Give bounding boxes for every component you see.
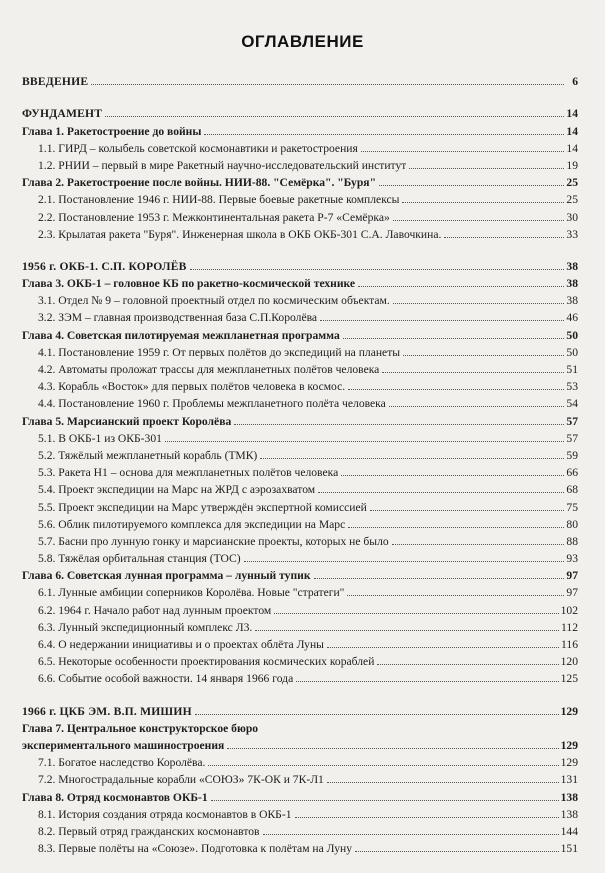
toc-entry-text: Глава 8. Отряд космонавтов ОКБ-1 [22,790,208,804]
toc-chapter[interactable] [22,411,578,428]
toc-entry-page: 33 [566,227,578,241]
toc-chapter-heading[interactable] [22,719,578,736]
toc-entry-page: 38 [566,259,578,273]
dot-leader [392,544,564,545]
dot-leader [190,269,564,270]
dot-leader [195,714,559,715]
dot-leader [296,681,558,682]
toc-entry-text: Глава 1. Ракетостроение до войны [22,124,202,138]
toc-entry-text: 6.4. О недержании инициативы и о проектах облёта Луны [38,638,324,651]
toc-entry-text: 7.2. Многострадальные корабли «СОЮЗ» 7К-ОК и 7К-Л1 [38,773,324,787]
dot-leader [318,492,564,493]
toc-entry-page: 151 [560,842,578,856]
toc-part-head[interactable] [22,257,578,274]
dot-leader [255,630,559,631]
toc-entry-page: 38 [566,277,578,291]
toc-entry-page: 50 [566,328,578,342]
toc-section[interactable] [22,139,578,156]
toc-section[interactable] [22,377,578,394]
toc-section[interactable] [22,532,578,549]
toc-entry-text: 1956 г. ОКБ-1. С.П. КОРОЛЁВ [22,259,187,273]
toc-section[interactable] [22,190,578,207]
dot-leader [341,475,564,476]
dot-leader [382,372,564,373]
toc-entry-page: 138 [560,790,578,804]
dot-leader [444,237,564,238]
toc-entry-text: 8.2. Первый отряд гражданских космонавтов [38,824,260,838]
toc-entry-page: 57 [566,431,578,445]
dot-leader [295,817,559,818]
toc-section[interactable] [22,822,578,839]
toc-section[interactable] [22,515,578,532]
dot-leader [379,185,564,186]
toc-entry-page: 80 [566,517,578,531]
dot-leader [348,527,564,528]
toc-entry-page: 6 [572,75,578,89]
dot-leader [361,151,564,152]
toc-section[interactable] [22,805,578,822]
toc-entry-text: 8.3. Первые полёты на «Союзе». Подготовка к полётам на Луну [38,842,353,856]
toc-entry-text: Глава 3. ОКБ-1 – головное КБ по ракетно-космической технике [22,277,356,291]
toc-entry-page: 59 [566,448,578,462]
toc-entry-text: 6.5. Некоторые особенности проектирования космических кораблей [38,655,375,669]
toc-entry-page: 51 [566,363,578,376]
toc-section[interactable] [22,635,578,652]
toc-section[interactable] [22,291,578,308]
dot-leader [263,834,559,835]
dot-leader [105,116,564,117]
dot-leader [347,595,564,596]
dot-leader [348,389,564,390]
table-of-contents [22,72,578,856]
toc-entry-text: 8.1. История создания отряда космонавтов в ОКБ-1 [38,807,292,821]
toc-section[interactable] [22,156,578,173]
toc-entry-text: 5.4. Проект экспедиции на Марс на ЖРД с аэрозахватом [38,483,316,497]
dot-leader [377,664,558,665]
dot-leader [393,220,564,221]
toc-chapter[interactable] [22,173,578,190]
dot-leader [327,647,559,648]
toc-entry-page: 54 [566,397,578,411]
toc-section[interactable] [22,343,578,360]
page-title: ОГЛАВЛЕНИЕ [241,32,364,51]
toc-part-head[interactable] [22,104,578,121]
toc-entry-text: 6.1. Лунные амбиции соперников Королёва. Новые "стратеги" [38,586,345,600]
toc-entry-text: 7.1. Богатое наследство Королёва. [38,756,206,770]
toc-entry-text: 5.7. Басни про лунную гонку и марсианские проекты, которых не было [38,534,389,548]
toc-entry-page: 14 [566,107,578,121]
toc-entry-text: 3.2. ЗЭМ – главная производственная база С.П.Королёва [38,311,318,325]
toc-section[interactable] [22,308,578,325]
toc-section[interactable] [22,652,578,669]
toc-entry-page: 131 [560,773,578,787]
toc-entry-page: 116 [561,638,578,651]
dot-leader [393,303,564,304]
dot-leader [314,578,564,579]
toc-entry-page: 50 [566,345,578,359]
toc-entry-text: 6.3. Лунный экспедиционный комплекс Л3. [38,620,253,634]
toc-entry-page: 125 [560,672,578,686]
toc-entry-page: 129 [560,738,578,752]
toc-part-items [22,753,578,856]
toc-entry-page: 93 [566,552,578,566]
toc-entry-page: 138 [560,807,578,821]
toc-chapter[interactable] [22,274,578,291]
toc-entry-text: 6.6. Событие особой важности. 14 января 1966 года [38,672,294,686]
toc-entry-page: 129 [560,756,578,770]
toc-part-items [22,121,578,241]
toc-entry-text: 4.3. Корабль «Восток» для первых полётов человека в космос. [38,380,346,394]
toc-chapter[interactable] [22,787,578,804]
toc-part-head[interactable] [22,701,578,718]
toc-entry-text: Глава 6. Советская лунная программа – лунный тупик [22,569,311,583]
toc-entry-page: 129 [560,704,578,718]
toc-section[interactable] [22,839,578,856]
toc-entry-text: ФУНДАМЕНТ [22,107,103,121]
toc-entry-text: ВВЕДЕНИЕ [22,75,89,89]
toc-section[interactable] [22,669,578,686]
toc-entry-page: 38 [566,294,578,308]
toc-section[interactable] [22,463,578,480]
toc-entry-text: 5.5. Проект экспедиции на Марс утверждён экспертной комиссией [38,500,367,514]
toc-entry-text: 6.2. 1964 г. Начало работ над лунным проектом [38,603,272,617]
toc-section[interactable] [22,429,578,446]
toc-section[interactable] [22,446,578,463]
toc-section[interactable] [22,225,578,242]
toc-entry-text: 1966 г. ЦКБ ЭМ. В.П. МИШИН [22,704,192,718]
dot-leader [204,134,564,135]
toc-entry-page: 120 [560,655,578,669]
toc-entry-page: 112 [561,620,578,634]
dot-leader [403,355,564,356]
toc-section[interactable] [22,549,578,566]
toc-entry-page: 46 [566,311,578,325]
dot-leader [402,202,564,203]
toc-section[interactable] [22,480,578,497]
toc-entry-text: 1.1. ГИРД – колыбель советской космонавтики и ракетостроения [38,141,358,155]
dot-leader [234,424,564,425]
toc-entry-page: 25 [566,193,578,207]
toc-entry-page: 19 [566,158,578,172]
dot-leader [358,286,564,287]
toc-section[interactable] [22,583,578,600]
toc-entry-text: 2.3. Крылатая ракета "Буря". Инженерная школа в ОКБ ОКБ-301 С.А. Лавочкина. [38,227,442,241]
toc-entry-text: 5.6. Облик пилотируемого комплекса для экспедиции на Марс [38,517,346,531]
toc-entry-text: Глава 4. Советская пилотируемая межпланетная программа [22,328,340,342]
toc-entry-text: 3.1. Отдел № 9 – головной проектный отдел по космическим объектам. [38,294,390,308]
toc-entry-text: 4.2. Автоматы проложат трассы для межпланетных полётов человека [38,363,380,376]
toc-entry-page: 88 [566,534,578,548]
dot-leader [370,510,564,511]
toc-entry-text: 1.2. РНИИ – первый в мире Ракетный научно-исследовательский институт [38,158,407,172]
dot-leader [355,851,559,852]
toc-entry-text: 2.2. Постановление 1953 г. Межконтинентальная ракета Р-7 «Семёрка» [38,210,390,224]
toc-entry-page: 144 [560,824,578,838]
dot-leader [327,782,559,783]
toc-entry-text: экспериментального машиностроения [22,738,225,752]
dot-leader [208,765,558,766]
toc-entry-text: 5.2. Тяжёлый межпланетный корабль (ТМК) [38,448,258,462]
dot-leader [320,320,564,321]
dot-leader [343,338,564,339]
toc-chapter[interactable] [22,325,578,342]
toc-entry-intro[interactable] [22,72,578,89]
toc-chapter[interactable] [22,566,578,583]
dot-leader [389,406,564,407]
toc-entry-text: 5.1. В ОКБ-1 из ОКБ-301 [38,431,162,445]
toc-section[interactable] [22,207,578,224]
toc-entry-text: Глава 5. Марсианский проект Королёва [22,414,232,428]
toc-entry-page: 14 [566,141,578,155]
toc-entry-page: 75 [566,500,578,514]
toc-section[interactable] [22,753,578,770]
toc-section[interactable] [22,497,578,514]
toc-chapter[interactable] [22,736,578,753]
toc-entry-text: 5.8. Тяжёлая орбитальная станция (ТОС) [38,552,241,566]
toc-entry-page: 57 [566,414,578,428]
toc-entry-text: 4.4. Постановление 1960 г. Проблемы межпланетного полёта человека [38,397,386,411]
dot-leader [244,561,564,562]
toc-entry-text: Глава 7. Центральное конструкторское бюро [22,721,259,735]
dot-leader [260,458,564,459]
toc-entry-page: 102 [560,603,578,617]
toc-entry-page: 14 [566,124,578,138]
toc-entry-page: 66 [566,466,578,480]
toc-entry-text: 5.3. Ракета Н1 – основа для межпланетных полётов человека [38,466,339,480]
toc-entry-text: 4.1. Постановление 1959 г. От первых полётов до экспедиций на планеты [38,345,401,359]
dot-leader [91,84,564,85]
toc-section[interactable] [22,360,578,377]
toc-part-items [22,274,578,687]
toc-entry-text: Глава 2. Ракетостроение после войны. НИИ-88. "Семёрка". "Буря" [22,176,377,190]
toc-section[interactable] [22,618,578,635]
toc-section[interactable] [22,770,578,787]
dot-leader [227,748,558,749]
toc-entry-page: 25 [566,176,578,190]
dot-leader [211,800,559,801]
toc-section[interactable] [22,600,578,617]
dot-leader [274,613,558,614]
toc-entry-page: 30 [566,210,578,224]
toc-chapter[interactable] [22,121,578,138]
toc-entry-page: 53 [566,380,578,394]
dot-leader [165,441,564,442]
toc-entry-page: 68 [566,483,578,497]
toc-entry-page: 97 [566,586,578,600]
toc-entry-text: 2.1. Постановление 1946 г. НИИ-88. Первые боевые ракетные комплексы [38,193,400,207]
dot-leader [409,168,564,169]
toc-section[interactable] [22,394,578,411]
toc-entry-page: 97 [566,569,578,583]
